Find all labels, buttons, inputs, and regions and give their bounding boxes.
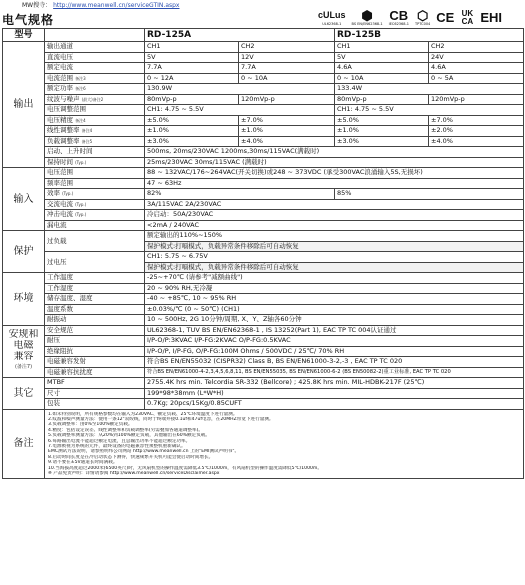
cert-ce-logo: [436, 11, 454, 24]
cell-text: (备注7): [14, 364, 33, 371]
cert-tptc-logo: [415, 9, 430, 26]
table-cell: 符合BS EN/EN61000-4-2,3,4,5,6,8,11, BS EN/EN55035, BS EN/EN61000-6-2 (BS EN50082-2)重工业标准, EAC TP TC 020: [145, 367, 524, 378]
notes-list: [45, 409, 524, 479]
table-cell: 0 ~ 10A: [335, 73, 429, 84]
table-cell: I/P-O/P:3KVAC I/P-FG:2KVAC O/P-FG:0.5KVAC: [145, 336, 524, 347]
table-row: [3, 147, 524, 158]
cell-text: 电磁: [13, 340, 34, 352]
table-cell: 85%: [335, 189, 524, 200]
cell-text: 交流电流: [47, 199, 73, 208]
table-row: [3, 346, 524, 357]
cell-text: 电流范围: [47, 73, 73, 82]
table-cell: 5V: [145, 52, 239, 63]
table-cell: 120mVp-p: [429, 94, 524, 105]
cell-text: 冲击电流: [47, 210, 73, 219]
table-row: [3, 115, 524, 126]
row-label: [45, 126, 145, 137]
table-cell: 199*98*38mm (L*W*H): [145, 388, 524, 399]
top-label: MW搜寺：: [22, 2, 52, 9]
cell-text: 额定电流: [47, 63, 73, 72]
cell-text: 电压调整范围: [47, 105, 86, 114]
notes-row: [3, 409, 524, 479]
table-cell: CH2: [239, 42, 335, 53]
table-cell: 25ms/230VAC 30ms/115VAC (满载时): [145, 157, 524, 168]
table-cell: -25~+70℃ (请参考"减额曲线"): [145, 273, 524, 284]
row-label: 温度系数: [45, 304, 145, 315]
category-safety-emc: [3, 325, 45, 378]
note-line: 9.请不要在±5V通道长时间满载。: [48, 460, 118, 466]
row-label: [45, 157, 145, 168]
row-label: [45, 136, 145, 147]
table-cell: 符合BS EN/EN55032 (CISPR32) Class B, BS EN/EN61000-3-2,-3 , EAC TP TC 020: [145, 357, 524, 368]
table-row: [3, 378, 524, 389]
cell-text: CE: [436, 10, 455, 25]
cell-text: 直流电压: [47, 52, 73, 61]
table-cell: 0.7Kg; 20pcs/15Kg/0.85CUFT: [145, 399, 524, 410]
table-row: [3, 283, 524, 294]
table-cell: ±2.0%: [429, 126, 524, 137]
cert-ukca-logo: [460, 10, 474, 26]
cell-text: 备注4: [81, 128, 93, 134]
note-line: 1.如未特别说明，所有规格参数均在输入为230VAC、额定负载、25℃环境温度下进行量测。: [48, 411, 238, 417]
page-title: 电气规格: [2, 13, 55, 27]
row-label: [45, 199, 145, 210]
table-cell: 额定输出的110%~150%: [145, 231, 524, 242]
cert-tuv-logo: [352, 9, 383, 26]
cell-text: 输出通道: [47, 42, 73, 51]
row-label: 过负载: [45, 231, 145, 252]
spec-table: [2, 28, 524, 479]
table-row: [3, 273, 524, 284]
category-protection: 保护: [3, 231, 45, 273]
cell-text: IEC62368-1: [388, 22, 409, 26]
table-cell: 80mVp-p: [145, 94, 239, 105]
row-label: [45, 94, 145, 105]
note-line: 10.当海拔高度超过2000米(6500英尺)时，无风扇机型的操作温度需降低3.5℃/1000m，有风扇机型的操作温度需降低5℃/1000m。: [48, 465, 322, 471]
cell-text: EHI: [480, 10, 503, 25]
table-cell: ±7.0%: [239, 115, 335, 126]
cell-text: 负载调整率: [47, 136, 80, 145]
row-label: 过电压: [45, 252, 145, 273]
table-cell: 80mVp-p: [335, 94, 429, 105]
cell-text: BS EN/EN62368-1: [351, 22, 383, 26]
cell-text: 电压精度: [47, 115, 73, 124]
table-row: [3, 42, 524, 53]
table-cell: ±1.0%: [145, 126, 239, 137]
category-output: 输出: [3, 42, 45, 168]
table-cell: 88 ~ 132VAC/176~264VAC(开关切换)或248 ~ 373VDC (承受300VAC浪涌输入5S,无损坏): [145, 168, 524, 179]
note-line: 8.启动时间长度是在冷启动状态下测得，快速频繁开关机可能会使启动时间增长。: [48, 454, 214, 460]
row-label: MTBF: [45, 378, 145, 389]
table-cell: 0 ~ 12A: [145, 73, 239, 84]
cell-text: 备注5: [81, 138, 93, 144]
row-label: [45, 63, 145, 74]
row-label: 工作湿度: [45, 283, 145, 294]
category-others: 其它: [3, 378, 45, 410]
table-cell: ±3.0%: [335, 136, 429, 147]
table-row: [3, 294, 524, 305]
table-cell: 3A/115VAC 2A/230VAC: [145, 199, 524, 210]
cell-text: 保持时间: [47, 157, 73, 166]
row-label: 工作温度: [45, 273, 145, 284]
cell-text: TPTC004: [414, 22, 431, 26]
table-cell: 10 ~ 500Hz, 2G 10分钟/周期, X、Y、Z轴各60分钟: [145, 315, 524, 326]
type-label: 型号: [3, 29, 45, 42]
table-row: [3, 168, 524, 179]
table-row: [3, 210, 524, 221]
table-cell: 12V: [239, 52, 335, 63]
table-cell: <2mA / 240VAC: [145, 220, 524, 231]
table-cell: CH1: 4.75 ~ 5.5V: [145, 105, 335, 116]
category-notes: 备注: [3, 409, 45, 479]
table-row: [3, 367, 524, 378]
cell-text: cULus: [318, 10, 346, 20]
cell-text: 效率: [47, 189, 60, 198]
row-label: [45, 210, 145, 221]
row-label: [45, 115, 145, 126]
table-cell: ±5.0%: [145, 115, 239, 126]
table-cell: ±0.03%/℃ (0 ~ 50℃) (CH1): [145, 304, 524, 315]
table-row: [3, 189, 524, 200]
row-label: 绝缘阻抗: [45, 346, 145, 357]
row-label: 电磁兼容抗扰度: [45, 367, 145, 378]
table-cell: 82%: [145, 189, 335, 200]
table-row: [3, 315, 524, 326]
cell-text: 备注3: [75, 75, 86, 81]
row-label: 尺寸: [45, 388, 145, 399]
table-row: [3, 399, 524, 410]
cell-text: 安规和: [8, 329, 39, 341]
table-cell: 冷启动：50A/230VAC: [145, 210, 524, 221]
table-cell: 保护模式:打嗝模式，负载异常条件移除后可自动恢复: [145, 241, 524, 252]
model-b-header: RD-125B: [335, 29, 524, 42]
table-cell: I/P-O/P, I/P-FG, O/P-FG:100M Ohms / 500VDC / 25℃/ 70% RH: [145, 346, 524, 357]
table-cell: ±4.0%: [239, 136, 335, 147]
table-cell: 4.6A: [429, 63, 524, 74]
table-row: [3, 63, 524, 74]
table-cell: CH2: [429, 42, 524, 53]
table-cell: 保护模式:打嗝模式，负载异常条件移除后可自动恢复: [145, 262, 524, 273]
cell-text: 频率范围: [47, 178, 73, 187]
row-label: [45, 84, 145, 95]
table-cell: 7.7A: [145, 63, 239, 74]
row-label: 耐压: [45, 336, 145, 347]
table-row: [3, 325, 524, 336]
disclaimer-line: ※ 产品免责声明：详情请参阅 http://www.meanwell.cn/serviceDisclaimer.aspx: [48, 470, 220, 476]
table-cell: ±7.0%: [429, 115, 524, 126]
cell-text: 纹波与噪声: [47, 94, 80, 103]
table-cell: 20 ~ 90% RH,无冷凝: [145, 283, 524, 294]
cell-text: (Typ.): [75, 212, 87, 218]
cell-text: 兼容: [13, 351, 34, 363]
model-a-header: RD-125A: [145, 29, 335, 42]
table-cell: ±5.0%: [335, 115, 429, 126]
row-label: [45, 168, 145, 179]
table-row: [3, 94, 524, 105]
table-cell: ±1.0%: [239, 126, 335, 137]
table-cell: CH1: [145, 42, 239, 53]
category-environment: 环境: [3, 273, 45, 326]
table-cell: 120mVp-p: [239, 94, 335, 105]
cell-text: 备注4: [75, 117, 86, 123]
table-cell: 24V: [429, 52, 524, 63]
table-row: [3, 84, 524, 95]
cell-text: 备注6: [75, 86, 86, 92]
cell-text: 额定功率: [47, 84, 73, 93]
cell-text: 电压范围: [47, 168, 73, 177]
note-line: 3.负载调整率：由0%至100%额定负载。: [48, 422, 133, 428]
table-cell: 2755.4K hrs min. Telcordia SR-332 (Bellcore) ; 425.8K hrs min. MIL-HDBK-217F (25℃): [145, 378, 524, 389]
table-cell: [45, 29, 145, 42]
table-cell: CH1: 4.75 ~ 5.5V: [335, 105, 524, 116]
note-line: 4.精度：包括设定误差、线性调整率和负载调整率(另需叠加各通道调整率)。: [48, 427, 203, 433]
table-row: [3, 304, 524, 315]
row-label: 耐振动: [45, 315, 145, 326]
certification-logos: [318, 9, 502, 26]
table-row: [3, 73, 524, 84]
table-cell: 4.6A: [335, 63, 429, 74]
note-line: 5.负载调整率测量方法：从20%到100%额定负载，其他输出在60%额定负载。: [48, 433, 210, 439]
cell-text: 线性调整率: [47, 126, 80, 135]
table-row: [3, 178, 524, 189]
table-cell: 0 ~ 10A: [239, 73, 335, 84]
table-cell: 133.4W: [335, 84, 524, 95]
table-cell: 5V: [335, 52, 429, 63]
cell-text: UK CA: [461, 8, 474, 26]
table-cell: 130.9W: [145, 84, 335, 95]
top-line: [22, 0, 179, 9]
cell-text: UL62368-1: [322, 22, 342, 26]
header-row: [3, 29, 524, 42]
table-cell: -40 ~ +85℃, 10 ~ 95% RH: [145, 294, 524, 305]
cell-text: (Typ.): [62, 191, 74, 197]
category-input: 输入: [3, 168, 45, 231]
service-link[interactable]: http://www.meanwell.cn/serviceGTIN.aspx: [53, 2, 180, 9]
note-line: 2.纹波和噪声测量方法：使用一条12"双绞线，同时于终端并接0.1uf和47uf电容，在20MHZ带宽下进行量测。: [48, 416, 274, 422]
row-label: 电磁兼容发射: [45, 357, 145, 368]
row-label: [45, 147, 145, 158]
table-row: [3, 199, 524, 210]
row-label: 包装: [45, 399, 145, 410]
table-cell: UL62368-1, TUV BS EN/EN62368-1 , IS 13252(Part 1), EAC TP TC 004认证通过: [145, 325, 524, 336]
table-row: [3, 357, 524, 368]
table-cell: CH1: [335, 42, 429, 53]
table-cell: 7.7A: [239, 63, 335, 74]
row-label: [45, 52, 145, 63]
table-row: [3, 126, 524, 137]
cert-eac-logo: [480, 11, 502, 24]
row-label: [45, 189, 145, 200]
table-row: [3, 105, 524, 116]
table-cell: CH1: 5.75 ~ 6.75V: [145, 252, 524, 263]
row-label: [45, 73, 145, 84]
table-row: [3, 231, 524, 242]
cell-text: CB: [389, 8, 409, 23]
cell-text: ⬡: [416, 8, 429, 23]
table-cell: 0 ~ 5A: [429, 73, 524, 84]
row-label: 安全规范: [45, 325, 145, 336]
cell-text: ⬢: [361, 8, 373, 23]
table-cell: ±1.0%: [335, 126, 429, 137]
table-cell: 47 ~ 63Hz: [145, 178, 524, 189]
cell-text: (Typ.): [75, 201, 87, 207]
note-line: EMC测试方法说明，请参照明纬公司网站 http://www.meanwell.cn 上的"EMI测试声明书"。: [48, 449, 240, 455]
table-row: [3, 157, 524, 168]
note-line: 7.电源被视为系统的元件，最终设备的电磁兼容性须整机重新确认。: [48, 443, 186, 449]
cert-ul-logo: [318, 9, 346, 26]
cell-text: 漏电流: [47, 220, 67, 229]
table-cell: 500ms, 20ms/230VAC 1200ms,30ms/115VAC(满载时): [145, 147, 524, 158]
table-row: [3, 52, 524, 63]
table-row: [3, 220, 524, 231]
table-cell: ±4.0%: [429, 136, 524, 147]
row-label: [45, 220, 145, 231]
table-row: [3, 388, 524, 399]
cell-text: (Typ.): [75, 159, 87, 165]
cell-text: (最大)备注2: [81, 96, 104, 102]
row-label: [45, 178, 145, 189]
row-label: [45, 42, 145, 53]
table-row: [3, 136, 524, 147]
row-label: [45, 105, 145, 116]
table-cell: ±3.0%: [145, 136, 239, 147]
table-row: [3, 336, 524, 347]
cell-text: 启动、上升时间: [47, 147, 93, 156]
cert-cb-logo: [389, 9, 409, 26]
table-row: [3, 252, 524, 263]
note-line: 6.每路输出电流不能超过额定电流，且总输出功率不能超过额定功率。: [48, 438, 191, 444]
row-label: 储存温度、湿度: [45, 294, 145, 305]
